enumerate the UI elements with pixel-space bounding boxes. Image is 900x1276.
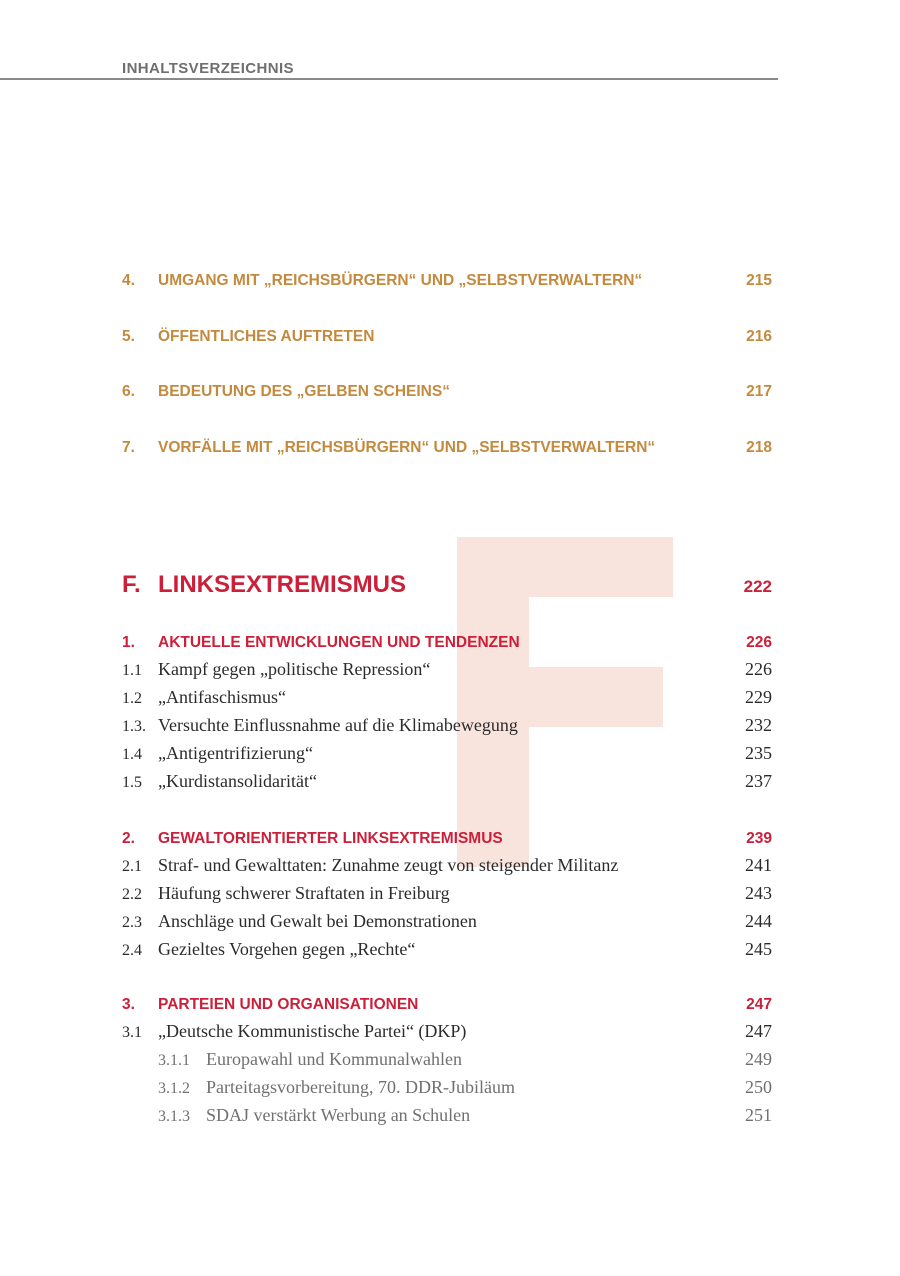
toc-entry-number: 3.1 xyxy=(122,1024,142,1041)
toc-entry-number: 1.3. xyxy=(122,718,146,735)
toc-entry-number: 1.1 xyxy=(122,662,142,679)
toc-entry-page: 218 xyxy=(746,439,772,456)
toc-entry-page: 235 xyxy=(745,743,772,763)
toc-entry-title: „Deutsche Kommunistische Partei“ (DKP) xyxy=(158,1021,467,1041)
toc-entry-page: 241 xyxy=(745,855,772,875)
toc-entry-title: Kampf gegen „politische Repression“ xyxy=(158,659,431,679)
toc-entry-title: VORFÄLLE MIT „REICHSBÜRGERN“ UND „SELBSTVERWALTERN“ xyxy=(158,439,656,456)
toc-entry-6[interactable] xyxy=(122,383,772,401)
toc-entry-page: 216 xyxy=(746,328,772,345)
toc-entry-number: 6. xyxy=(122,383,135,400)
toc-entry-title: Versuchte Einflussnahme auf die Klimabewegung xyxy=(158,715,518,735)
toc-entry-title: Parteitagsvorbereitung, 70. DDR-Jubiläum xyxy=(206,1077,515,1097)
toc-item-3-1[interactable] xyxy=(122,1021,772,1042)
toc-item-2-1[interactable] xyxy=(122,855,772,876)
toc-entry-title: AKTUELLE ENTWICKLUNGEN UND TENDENZEN xyxy=(158,634,520,651)
toc-entry-page: 249 xyxy=(745,1049,772,1069)
toc-entry-number: 3.1.3 xyxy=(158,1108,190,1125)
chapter-page: 222 xyxy=(743,577,772,596)
toc-entry-number: 1. xyxy=(122,634,135,651)
toc-item-3-1-1[interactable] xyxy=(158,1049,772,1070)
toc-entry-number: 1.2 xyxy=(122,690,142,707)
toc-item-3-1-3[interactable] xyxy=(158,1105,772,1126)
toc-item-1-3[interactable] xyxy=(122,715,772,736)
toc-entry-title: Gezieltes Vorgehen gegen „Rechte“ xyxy=(158,939,416,959)
toc-entry-title: Häufung schwerer Straftaten in Freiburg xyxy=(158,883,450,903)
toc-item-1-2[interactable] xyxy=(122,687,772,708)
toc-entry-title: SDAJ verstärkt Werbung an Schulen xyxy=(206,1105,471,1125)
toc-entry-page: 247 xyxy=(746,996,772,1013)
toc-entry-number: 2.2 xyxy=(122,886,142,903)
toc-entry-page: 250 xyxy=(745,1077,772,1097)
toc-entry-page: 245 xyxy=(745,939,772,959)
toc-entry-number: 7. xyxy=(122,439,135,456)
toc-entry-title: Europawahl und Kommunalwahlen xyxy=(206,1049,462,1069)
toc-item-1-1[interactable] xyxy=(122,659,772,680)
toc-entry-4[interactable] xyxy=(122,272,772,290)
toc-item-1-4[interactable] xyxy=(122,743,772,764)
header-rule xyxy=(0,78,778,80)
chapter-number: F. xyxy=(122,571,141,598)
toc-section-3[interactable] xyxy=(122,996,772,1014)
running-header: INHALTSVERZEICHNIS xyxy=(122,60,294,77)
toc-entry-page: 239 xyxy=(746,830,772,847)
toc-entry-title: „Antigentrifizierung“ xyxy=(158,743,313,763)
toc-entry-page: 243 xyxy=(745,883,772,903)
toc-entry-page: 247 xyxy=(745,1021,772,1041)
toc-entry-title: GEWALTORIENTIERTER LINKSEXTREMISMUS xyxy=(158,830,503,847)
toc-entry-title: Straf- und Gewalttaten: Zunahme zeugt von steigender Militanz xyxy=(158,855,619,875)
toc-entry-number: 2.3 xyxy=(122,914,142,931)
toc-entry-page: 215 xyxy=(746,272,772,289)
toc-entry-title: ÖFFENTLICHES AUFTRETEN xyxy=(158,328,375,345)
toc-entry-number: 3.1.1 xyxy=(158,1052,190,1069)
toc-item-2-3[interactable] xyxy=(122,911,772,932)
toc-chapter-f[interactable] xyxy=(122,571,772,599)
toc-item-3-1-2[interactable] xyxy=(158,1077,772,1098)
toc-entry-7[interactable] xyxy=(122,439,772,457)
toc-entry-number: 2.4 xyxy=(122,942,142,959)
toc-entry-page: 229 xyxy=(745,687,772,707)
toc-entry-title: „Antifaschismus“ xyxy=(158,687,286,707)
toc-entry-title: „Kurdistansolidarität“ xyxy=(158,771,317,791)
toc-entry-number: 4. xyxy=(122,272,135,289)
toc-entry-page: 237 xyxy=(745,771,772,791)
toc-entry-page: 232 xyxy=(745,715,772,735)
toc-entry-number: 1.5 xyxy=(122,774,142,791)
toc-item-2-4[interactable] xyxy=(122,939,772,960)
toc-entry-title: UMGANG MIT „REICHSBÜRGERN“ UND „SELBSTVERWALTERN“ xyxy=(158,272,643,289)
toc-entry-page: 226 xyxy=(745,659,772,679)
toc-section-2[interactable] xyxy=(122,830,772,848)
toc-section-1[interactable] xyxy=(122,634,772,652)
toc-entry-number: 5. xyxy=(122,328,135,345)
toc-entry-number: 1.4 xyxy=(122,746,142,763)
chapter-title: LINKSEXTREMISMUS xyxy=(158,571,407,598)
toc-entry-title: BEDEUTUNG DES „GELBEN SCHEINS“ xyxy=(158,383,450,400)
toc-entry-page: 251 xyxy=(745,1105,772,1125)
toc-entry-number: 2.1 xyxy=(122,858,142,875)
toc-entry-title: PARTEIEN UND ORGANISATIONEN xyxy=(158,996,419,1013)
toc-entry-page: 217 xyxy=(746,383,772,400)
toc-entry-page: 244 xyxy=(745,911,772,931)
toc-entry-5[interactable] xyxy=(122,328,772,346)
toc-entry-number: 3.1.2 xyxy=(158,1080,190,1097)
toc-item-2-2[interactable] xyxy=(122,883,772,904)
toc-entry-number: 3. xyxy=(122,996,135,1013)
toc-entry-title: Anschläge und Gewalt bei Demonstrationen xyxy=(158,911,477,931)
toc-item-1-5[interactable] xyxy=(122,771,772,792)
toc-entry-number: 2. xyxy=(122,830,135,847)
toc-entry-page: 226 xyxy=(746,634,772,651)
